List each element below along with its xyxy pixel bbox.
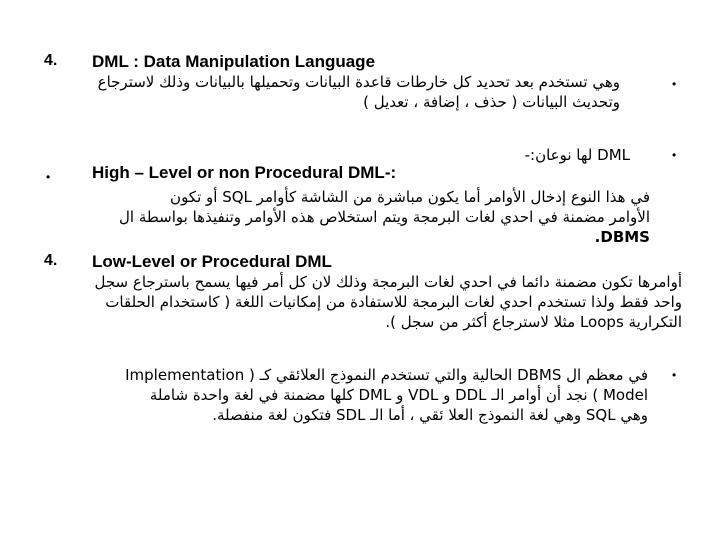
text-line: التكرارية Loops مثلا لاسترجاع أكثر من سجل ).	[385, 313, 682, 331]
paragraph-dbms	[125, 365, 648, 425]
paragraph-high-level	[119, 187, 650, 247]
paragraph-types	[525, 145, 630, 165]
text-line: Model ) نجد أن أوامر الـ DDL و VDL و DML كلها مضمنة في لغة واحدة شاملة	[149, 386, 648, 404]
bullet-marker: •	[672, 368, 677, 382]
item-number: 4.	[44, 52, 58, 69]
item-number: 4.	[44, 252, 58, 269]
text-line: في معظم ال DBMS الحالية والتي تستخدم النموذج العلائقي كـ ( Implementation	[125, 366, 648, 384]
text-line: وتحديث البيانات ( حذف ، إضافة ، تعديل )	[363, 93, 620, 111]
section-heading: Low-Level or Procedural DML	[92, 252, 332, 271]
text-line: الأوامر مضمنة في احدي لغات البرمجة ويتم استخلاص هذه الأوامر وتنفيذها بواسطة ال	[119, 208, 650, 226]
paragraph-low-level	[95, 272, 682, 332]
bullet-marker: •	[46, 170, 51, 184]
text-line: أوامرها تكون مضمنة دائما في احدي لغات البرمجة وذلك لان كل أمر فيها يسمح باسترجاع سجل	[94, 273, 682, 291]
bullet-marker: •	[672, 148, 677, 162]
sub-heading: High – Level or non Procedural DML-:	[92, 163, 397, 182]
text-line: وهي SQL وهي لغة النموذج العلا ئقي ، أما الـ SDL فتكون لغة منفصلة.	[212, 406, 648, 424]
bullet-marker: •	[672, 77, 677, 91]
text-line: واحد فقط ولذا تستخدم احدي لغات البرمجة للاستفادة من إمكانيات اللغة ( كاستخدام الحلقات	[105, 293, 682, 311]
text-line: في هذا النوع إدخال الأوامر أما يكون مباشرة من الشاشة كأوامر SQL أو تكون	[170, 188, 650, 206]
text-line: DBMS.	[594, 228, 650, 246]
section-heading: DML : Data Manipulation Language	[92, 52, 376, 71]
text-line: وهي تستخدم بعد تحديد كل خارطات قاعدة البيانات وتحميلها بالبيانات وذلك لاسترجاع	[97, 73, 620, 91]
text-line: DML لها نوعان:-	[524, 146, 630, 164]
paragraph-usage	[98, 72, 620, 112]
